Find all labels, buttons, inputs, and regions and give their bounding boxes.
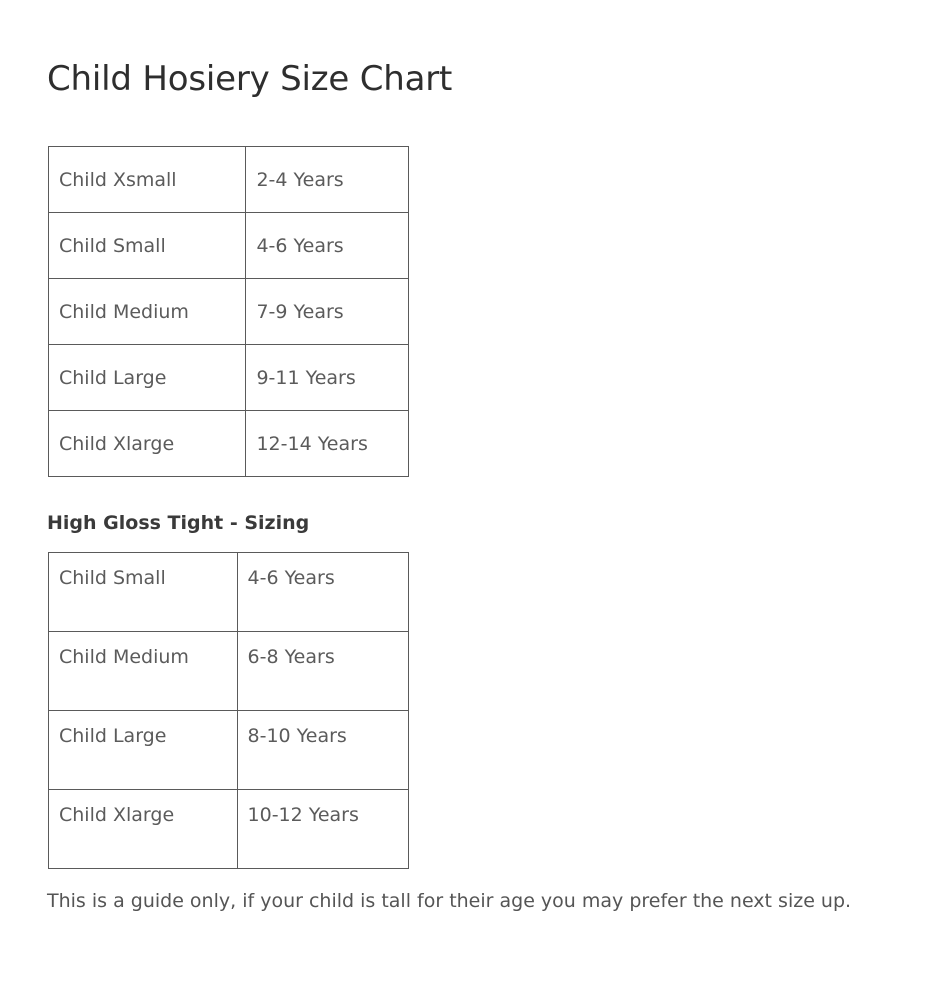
age-cell: 7-9 Years — [246, 279, 409, 345]
size-cell: Child Medium — [49, 632, 238, 711]
size-cell: Child Xlarge — [49, 790, 238, 869]
age-cell: 9-11 Years — [246, 345, 409, 411]
size-cell: Child Medium — [49, 279, 246, 345]
age-cell: 6-8 Years — [237, 632, 408, 711]
table-row — [49, 711, 409, 790]
size-cell: Child Small — [49, 553, 238, 632]
page-title: Child Hosiery Size Chart — [47, 59, 453, 99]
high-gloss-size-table — [48, 552, 409, 869]
table-row — [49, 279, 409, 345]
age-cell: 4-6 Years — [237, 553, 408, 632]
size-cell: Child Xlarge — [49, 411, 246, 477]
table-row — [49, 632, 409, 711]
table-row — [49, 553, 409, 632]
age-cell: 4-6 Years — [246, 213, 409, 279]
size-cell: Child Large — [49, 345, 246, 411]
table-row — [49, 411, 409, 477]
high-gloss-heading: High Gloss Tight - Sizing — [47, 512, 310, 534]
age-cell: 10-12 Years — [237, 790, 408, 869]
age-cell: 12-14 Years — [246, 411, 409, 477]
table-row — [49, 790, 409, 869]
size-cell: Child Small — [49, 213, 246, 279]
age-cell: 2-4 Years — [246, 147, 409, 213]
age-cell: 8-10 Years — [237, 711, 408, 790]
table-row — [49, 213, 409, 279]
size-cell: Child Large — [49, 711, 238, 790]
sizing-guide-note: This is a guide only, if your child is tall for their age you may prefer the next size up. — [47, 890, 852, 912]
table-row — [49, 345, 409, 411]
child-hosiery-size-table — [48, 146, 409, 477]
size-cell: Child Xsmall — [49, 147, 246, 213]
table-row — [49, 147, 409, 213]
